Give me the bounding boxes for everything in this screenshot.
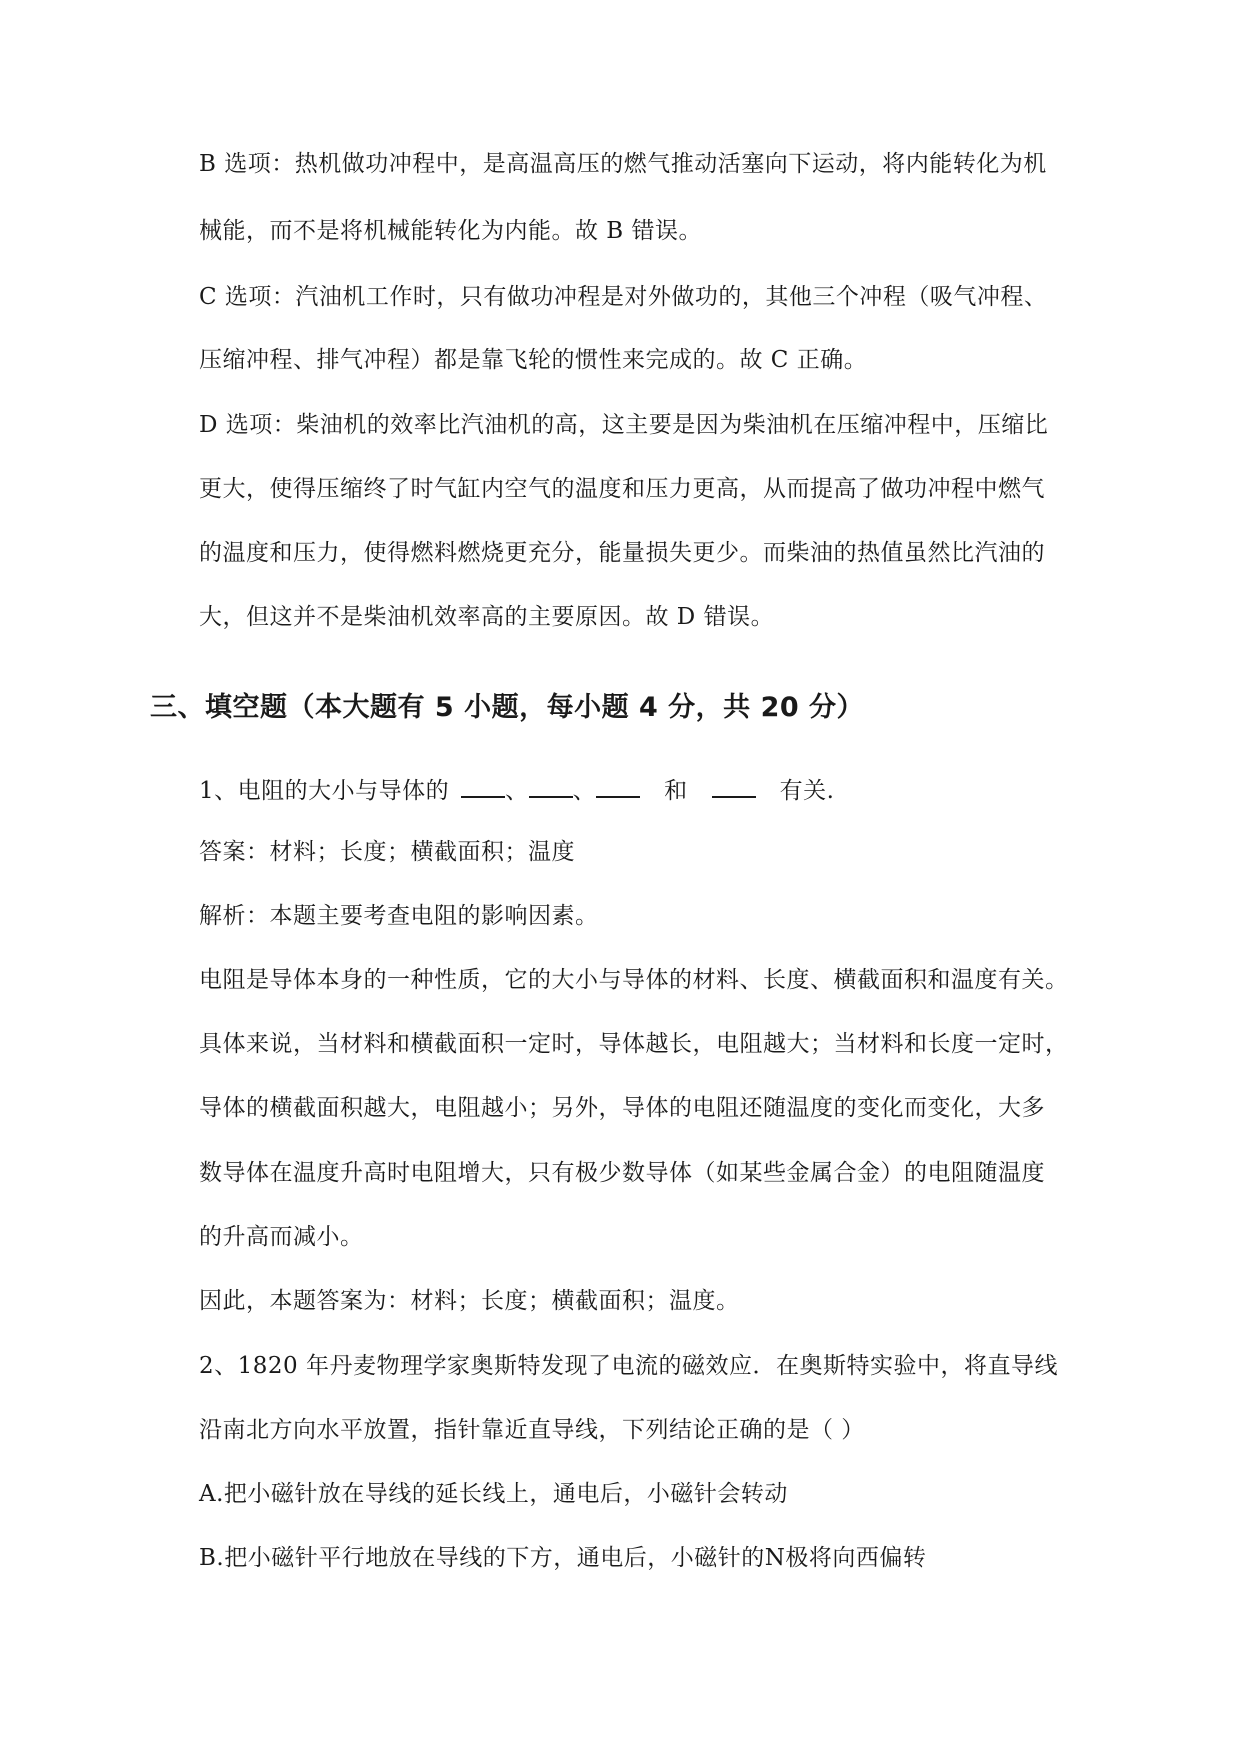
question-1-answer: 答案：材料；长度；横截面积；温度: [199, 839, 575, 865]
question-2-stem-line-1: 2、1820 年丹麦物理学家奥斯特发现了电流的磁效应．在奥斯特实验中，将直导线: [199, 1353, 1058, 1379]
option-c-analysis-line-1: C 选项：汽油机工作时，只有做功冲程是对外做功的，其他三个冲程（吸气冲程、: [199, 284, 1048, 310]
option-d-analysis-line-2: 更大，使得压缩终了时气缸内空气的温度和压力更高，从而提高了做功冲程中燃气: [199, 476, 1045, 502]
question-1-conclusion: 因此，本题答案为：材料；长度；横截面积；温度。: [199, 1288, 740, 1314]
question-1-analysis-line-4: 数导体在温度升高时电阻增大，只有极少数导体（如某些金属合金）的电阻随温度: [199, 1160, 1045, 1186]
question-1-analysis-title: 解析：本题主要考查电阻的影响因素。: [199, 903, 599, 929]
question-1-suffix: 有关.: [779, 778, 835, 804]
option-b-analysis-line-2: 械能，而不是将机械能转化为内能。故 B 错误。: [199, 218, 703, 244]
question-2-stem-line-2: 沿南北方向水平放置，指针靠近直导线，下列结论正确的是（ ）: [199, 1417, 865, 1443]
question-1-analysis-line-5: 的升高而减小。: [199, 1224, 364, 1250]
option-c-analysis-line-2: 压缩冲程、排气冲程）都是靠飞轮的惯性来完成的。故 C 正确。: [199, 347, 868, 373]
blank-and: 和: [664, 778, 688, 804]
question-1-stem: [199, 772, 834, 807]
option-d-analysis-line-1: D 选项：柴油机的效率比汽油机的高，这主要是因为柴油机在压缩冲程中，压缩比: [199, 412, 1049, 438]
option-d-analysis-line-3: 的温度和压力，使得燃料燃烧更充分，能量损失更少。而柴油的热值虽然比汽油的: [199, 540, 1045, 566]
blank-separator-2: 、: [572, 778, 597, 804]
question-2-option-a: A.把小磁针放在导线的延长线上，通电后，小磁针会转动: [199, 1481, 788, 1507]
question-2-option-b: B.把小磁针平行地放在导线的下方，通电后，小磁针的N极将向西偏转: [199, 1545, 927, 1571]
blank-4: [712, 772, 756, 798]
blank-1: [461, 772, 505, 798]
question-1-analysis-line-3: 导体的横截面积越大，电阻越小；另外，导体的电阻还随温度的变化而变化，大多: [199, 1095, 1045, 1121]
question-1-prefix: 1、电阻的大小与导体的: [199, 778, 450, 804]
section-heading: 三、填空题（本大题有 5 小题，每小题 4 分，共 20 分）: [150, 692, 865, 723]
blank-2: [529, 772, 573, 798]
option-d-analysis-line-4: 大，但这并不是柴油机效率高的主要原因。故 D 错误。: [199, 604, 775, 630]
blank-3: [596, 772, 640, 798]
option-b-analysis-line-1: B 选项：热机做功冲程中，是高温高压的燃气推动活塞向下运动，将内能转化为机: [199, 151, 1047, 177]
blank-separator-1: 、: [505, 778, 529, 804]
question-1-analysis-line-2: 具体来说，当材料和横截面积一定时，导体越长，电阻越大；当材料和长度一定时，: [199, 1031, 1069, 1057]
question-1-analysis-line-1: 电阻是导体本身的一种性质，它的大小与导体的材料、长度、横截面积和温度有关。: [199, 967, 1069, 993]
